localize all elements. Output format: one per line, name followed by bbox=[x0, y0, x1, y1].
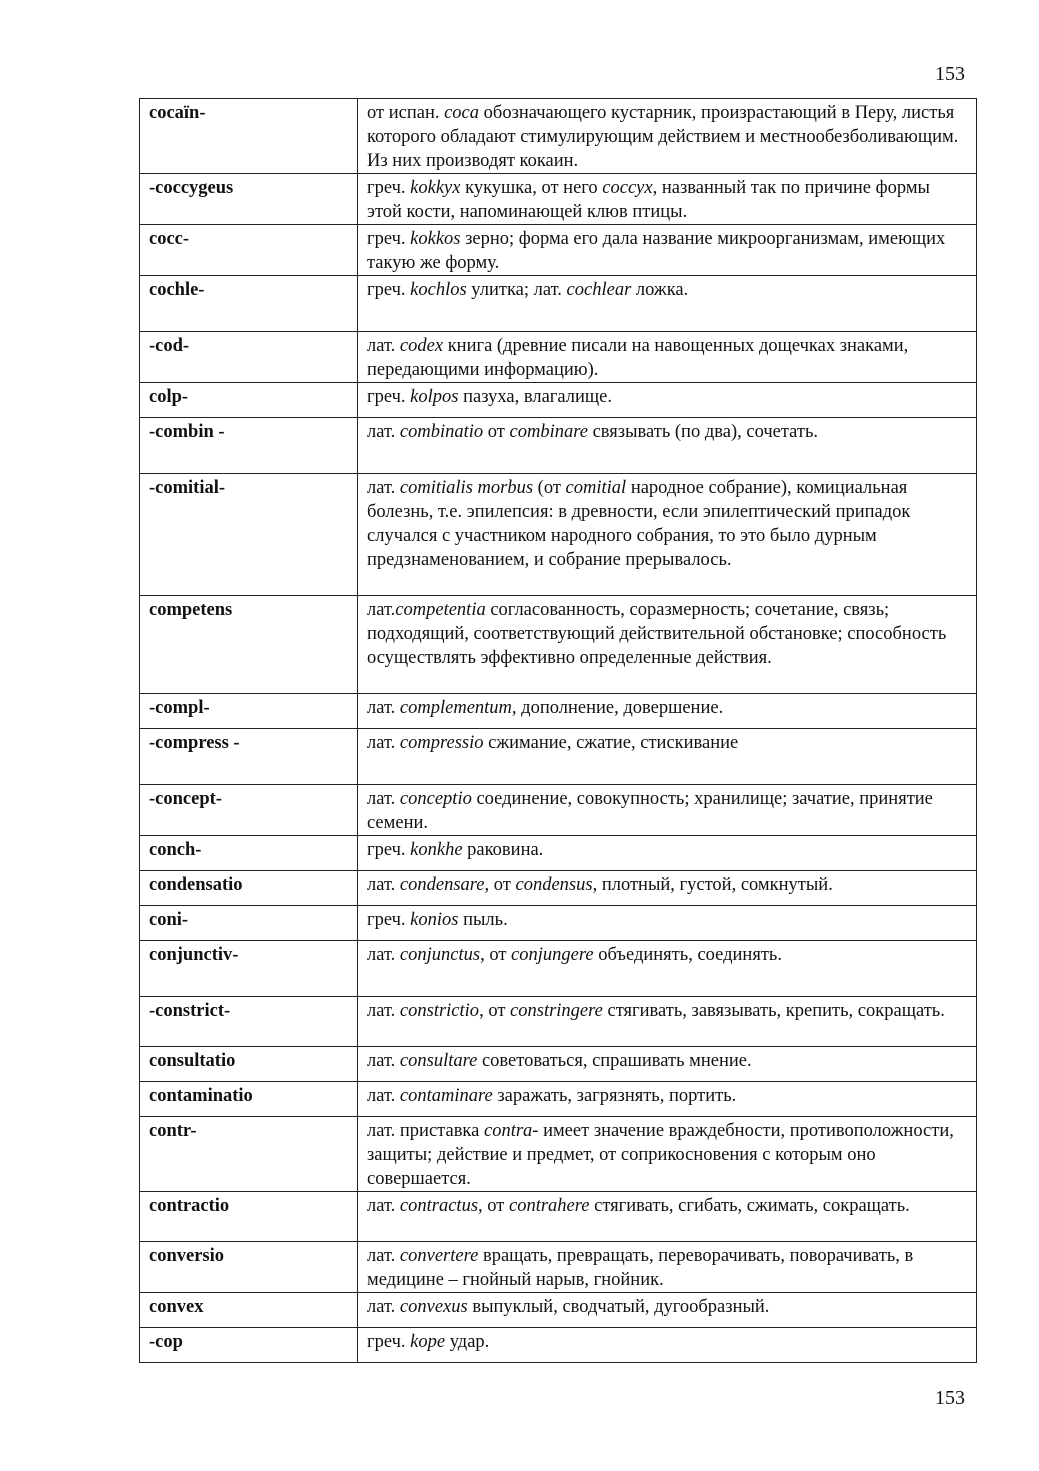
entry-definition bbox=[358, 474, 977, 596]
definition-italic-word: coca bbox=[444, 103, 480, 123]
definition-italic-word: coccyx bbox=[602, 178, 653, 198]
entry-definition bbox=[358, 1242, 977, 1293]
entry-definition bbox=[358, 596, 977, 694]
table-row bbox=[140, 174, 977, 225]
definition-text: лат. bbox=[367, 478, 400, 498]
definition-italic-word: contaminare bbox=[399, 1086, 493, 1106]
dictionary-table bbox=[139, 98, 977, 1363]
table-row bbox=[140, 694, 977, 729]
definition-text: лат. bbox=[367, 945, 400, 965]
definition-text: соединение, совокупность; хранилище; зачатие, принятие семени. bbox=[367, 789, 933, 833]
table-row bbox=[140, 1242, 977, 1293]
table-row bbox=[140, 997, 977, 1047]
definition-text: лат. bbox=[367, 733, 400, 753]
definition-text: выпуклый, сводчатый, дугообразный. bbox=[467, 1297, 770, 1317]
definition-text: лат. bbox=[367, 1001, 400, 1021]
definition-italic-word: competentia bbox=[395, 600, 486, 620]
definition-italic-word: condensare bbox=[399, 875, 485, 895]
definition-italic-word: condensus bbox=[515, 875, 593, 895]
definition-italic-word: konios bbox=[410, 910, 459, 930]
entry-term: -compl- bbox=[140, 694, 358, 729]
definition-text: , названный так по причине формы этой кости, напоминающей клюв птицы. bbox=[367, 178, 930, 222]
definition-text: пазуха, влагалище. bbox=[458, 387, 612, 407]
entry-term: conch- bbox=[140, 836, 358, 871]
table-row bbox=[140, 225, 977, 276]
entry-definition bbox=[358, 1047, 977, 1082]
definition-text: лат. bbox=[367, 1297, 400, 1317]
definition-text: , от bbox=[479, 1001, 511, 1021]
definition-text: греч. bbox=[367, 178, 411, 198]
entry-definition bbox=[358, 418, 977, 474]
table-row bbox=[140, 1082, 977, 1117]
entry-definition bbox=[358, 1082, 977, 1117]
definition-text: , от bbox=[478, 1196, 509, 1216]
entry-term: competens bbox=[140, 596, 358, 694]
definition-text: советоваться, спрашивать мнение. bbox=[477, 1051, 752, 1071]
entry-term: convex bbox=[140, 1293, 358, 1328]
definition-italic-word: constrictio bbox=[399, 1001, 480, 1021]
definition-text: (от bbox=[533, 478, 566, 498]
definition-italic-word: contrahere bbox=[509, 1196, 590, 1216]
definition-text: связывать (по два), сочетать. bbox=[587, 422, 819, 442]
definition-text: от bbox=[483, 422, 510, 442]
definition-text: , от bbox=[480, 945, 512, 965]
entry-term: -compress - bbox=[140, 729, 358, 785]
entry-definition bbox=[358, 694, 977, 729]
entry-term: condensatio bbox=[140, 871, 358, 906]
definition-text: удар. bbox=[445, 1332, 490, 1352]
definition-text: согласованность, соразмерность; сочетание, связь; подходящий, соответствующий действительной обстановке; способность осуществлять эффективно определенные действия. bbox=[367, 600, 947, 668]
definition-text: греч. bbox=[367, 910, 411, 930]
table-row bbox=[140, 1328, 977, 1363]
page-number-bottom: 153 bbox=[935, 1387, 965, 1409]
entry-definition bbox=[358, 1192, 977, 1242]
entry-definition bbox=[358, 906, 977, 941]
definition-italic-word: konkhe bbox=[410, 840, 463, 860]
table-row bbox=[140, 871, 977, 906]
entry-term: contractio bbox=[140, 1192, 358, 1242]
table-row bbox=[140, 785, 977, 836]
definition-text: ложка. bbox=[631, 280, 689, 300]
entry-term: contr- bbox=[140, 1117, 358, 1192]
definition-text: имеет значение враждебности, противоположности, защиты; действие и предмет, от соприкосновения с которым оно совершается. bbox=[367, 1121, 954, 1189]
definition-text: книга (древние писали на навощенных дощечках знаками, передающими информацию). bbox=[367, 336, 909, 380]
entry-term: consultatio bbox=[140, 1047, 358, 1082]
definition-italic-word: contractus bbox=[399, 1196, 479, 1216]
definition-text: греч. bbox=[367, 229, 411, 249]
definition-text: , от bbox=[484, 875, 516, 895]
definition-text: от испан. bbox=[367, 103, 445, 123]
entry-term: coni- bbox=[140, 906, 358, 941]
definition-text: пыль. bbox=[458, 910, 508, 930]
definition-text: обозначающего кустарник, произрастающий в Перу, листья которого обладают стимулирующим действием и местнообезболивающим. Из них производят кокаин. bbox=[367, 103, 959, 171]
definition-text: лат. bbox=[367, 336, 400, 356]
entry-definition bbox=[358, 276, 977, 332]
entry-definition bbox=[358, 225, 977, 276]
definition-italic-word: consultare bbox=[399, 1051, 478, 1071]
table-row bbox=[140, 276, 977, 332]
definition-italic-word: kokkos bbox=[410, 229, 461, 249]
definition-text: лат. bbox=[367, 1051, 400, 1071]
entry-definition bbox=[358, 941, 977, 997]
definition-italic-word: constringere bbox=[510, 1001, 603, 1021]
definition-italic-word: convertere bbox=[399, 1246, 479, 1266]
entry-definition bbox=[358, 785, 977, 836]
definition-text: , дополнение, довершение. bbox=[511, 698, 724, 718]
entry-term: conjunctiv- bbox=[140, 941, 358, 997]
definition-text: лат. bbox=[367, 422, 400, 442]
definition-text: стягивать, завязывать, крепить, сокращать. bbox=[602, 1001, 945, 1021]
entry-term: -comitial- bbox=[140, 474, 358, 596]
entry-definition bbox=[358, 997, 977, 1047]
table-row bbox=[140, 99, 977, 174]
definition-italic-word: codex bbox=[399, 336, 444, 356]
definition-text: греч. bbox=[367, 387, 411, 407]
definition-text: лат. bbox=[367, 1196, 400, 1216]
entry-definition bbox=[358, 332, 977, 383]
definition-italic-word: complementum bbox=[399, 698, 512, 718]
entry-term: cocc- bbox=[140, 225, 358, 276]
table-row bbox=[140, 906, 977, 941]
entry-term: colp- bbox=[140, 383, 358, 418]
entry-term: -cop bbox=[140, 1328, 358, 1363]
entry-term: -coccygeus bbox=[140, 174, 358, 225]
table-row bbox=[140, 383, 977, 418]
entry-term: cochle- bbox=[140, 276, 358, 332]
table-row bbox=[140, 1192, 977, 1242]
table-row bbox=[140, 1117, 977, 1192]
entry-definition bbox=[358, 1328, 977, 1363]
entry-term: -constrict- bbox=[140, 997, 358, 1047]
definition-italic-word: comitialis morbus bbox=[399, 478, 534, 498]
definition-italic-word: conjungere bbox=[511, 945, 594, 965]
definition-text: лат. bbox=[367, 875, 400, 895]
entry-definition bbox=[358, 174, 977, 225]
definition-text: лат. bbox=[367, 1086, 400, 1106]
definition-italic-word: contra- bbox=[483, 1121, 539, 1141]
definition-text: улитка; лат. bbox=[466, 280, 567, 300]
definition-italic-word: kolpos bbox=[410, 387, 459, 407]
definition-italic-word: combinatio bbox=[399, 422, 484, 442]
page-number-top: 153 bbox=[935, 63, 965, 85]
table-row bbox=[140, 941, 977, 997]
definition-italic-word: kokkyx bbox=[410, 178, 461, 198]
definition-italic-word: combinare bbox=[509, 422, 588, 442]
table-row bbox=[140, 332, 977, 383]
entry-definition bbox=[358, 729, 977, 785]
table-row bbox=[140, 836, 977, 871]
definition-text: греч. bbox=[367, 840, 411, 860]
definition-text: народное собрание), комициальная болезнь, т.е. эпилепсия: в древности, если эпилептический припадок случался с участником народного собрания, то это было дурным предзнаменованием, и собрание прерывалось. bbox=[367, 478, 911, 570]
entry-definition bbox=[358, 99, 977, 174]
entry-term: -cod- bbox=[140, 332, 358, 383]
definition-text: стягивать, сгибать, сжимать, сокращать. bbox=[589, 1196, 910, 1216]
definition-text: лат. bbox=[367, 1246, 400, 1266]
definition-italic-word: compressio bbox=[399, 733, 484, 753]
definition-italic-word: conceptio bbox=[399, 789, 472, 809]
definition-italic-word: cochlear bbox=[566, 280, 632, 300]
definition-italic-word: convexus bbox=[399, 1297, 468, 1317]
entry-term: contaminatio bbox=[140, 1082, 358, 1117]
table-row bbox=[140, 596, 977, 694]
table-row bbox=[140, 1293, 977, 1328]
entry-term: cocaïn- bbox=[140, 99, 358, 174]
entry-definition bbox=[358, 1117, 977, 1192]
definition-text: сжимание, сжатие, стискивание bbox=[483, 733, 739, 753]
entry-term: conversio bbox=[140, 1242, 358, 1293]
definition-text: лат. bbox=[367, 600, 396, 620]
entry-definition bbox=[358, 871, 977, 906]
definition-text: объединять, соединять. bbox=[593, 945, 782, 965]
table-row bbox=[140, 1047, 977, 1082]
entry-definition bbox=[358, 1293, 977, 1328]
entry-definition bbox=[358, 383, 977, 418]
definition-text: раковина. bbox=[462, 840, 544, 860]
definition-italic-word: kope bbox=[410, 1332, 446, 1352]
dictionary-body bbox=[140, 99, 977, 1363]
definition-text: зерно; форма его дала название микроорганизмам, имеющих такую же форму. bbox=[367, 229, 946, 273]
table-row bbox=[140, 729, 977, 785]
definition-text: заражать, загрязнять, портить. bbox=[492, 1086, 737, 1106]
definition-text: , плотный, густой, сомкнутый. bbox=[592, 875, 833, 895]
table-row bbox=[140, 418, 977, 474]
definition-italic-word: comitial bbox=[565, 478, 627, 498]
definition-text: греч. bbox=[367, 1332, 411, 1352]
table-row bbox=[140, 474, 977, 596]
definition-italic-word: kochlos bbox=[410, 280, 467, 300]
definition-text: греч. bbox=[367, 280, 411, 300]
definition-text: кукушка, от него bbox=[460, 178, 603, 198]
definition-text: лат. приставка bbox=[367, 1121, 484, 1141]
definition-text: вращать, превращать, переворачивать, поворачивать, в медицине – гнойный нарыв, гнойник. bbox=[367, 1246, 914, 1290]
entry-term: -combin - bbox=[140, 418, 358, 474]
entry-term: -concept- bbox=[140, 785, 358, 836]
definition-text: лат. bbox=[367, 789, 400, 809]
entry-definition bbox=[358, 836, 977, 871]
definition-italic-word: conjunctus bbox=[399, 945, 481, 965]
definition-text: лат. bbox=[367, 698, 400, 718]
